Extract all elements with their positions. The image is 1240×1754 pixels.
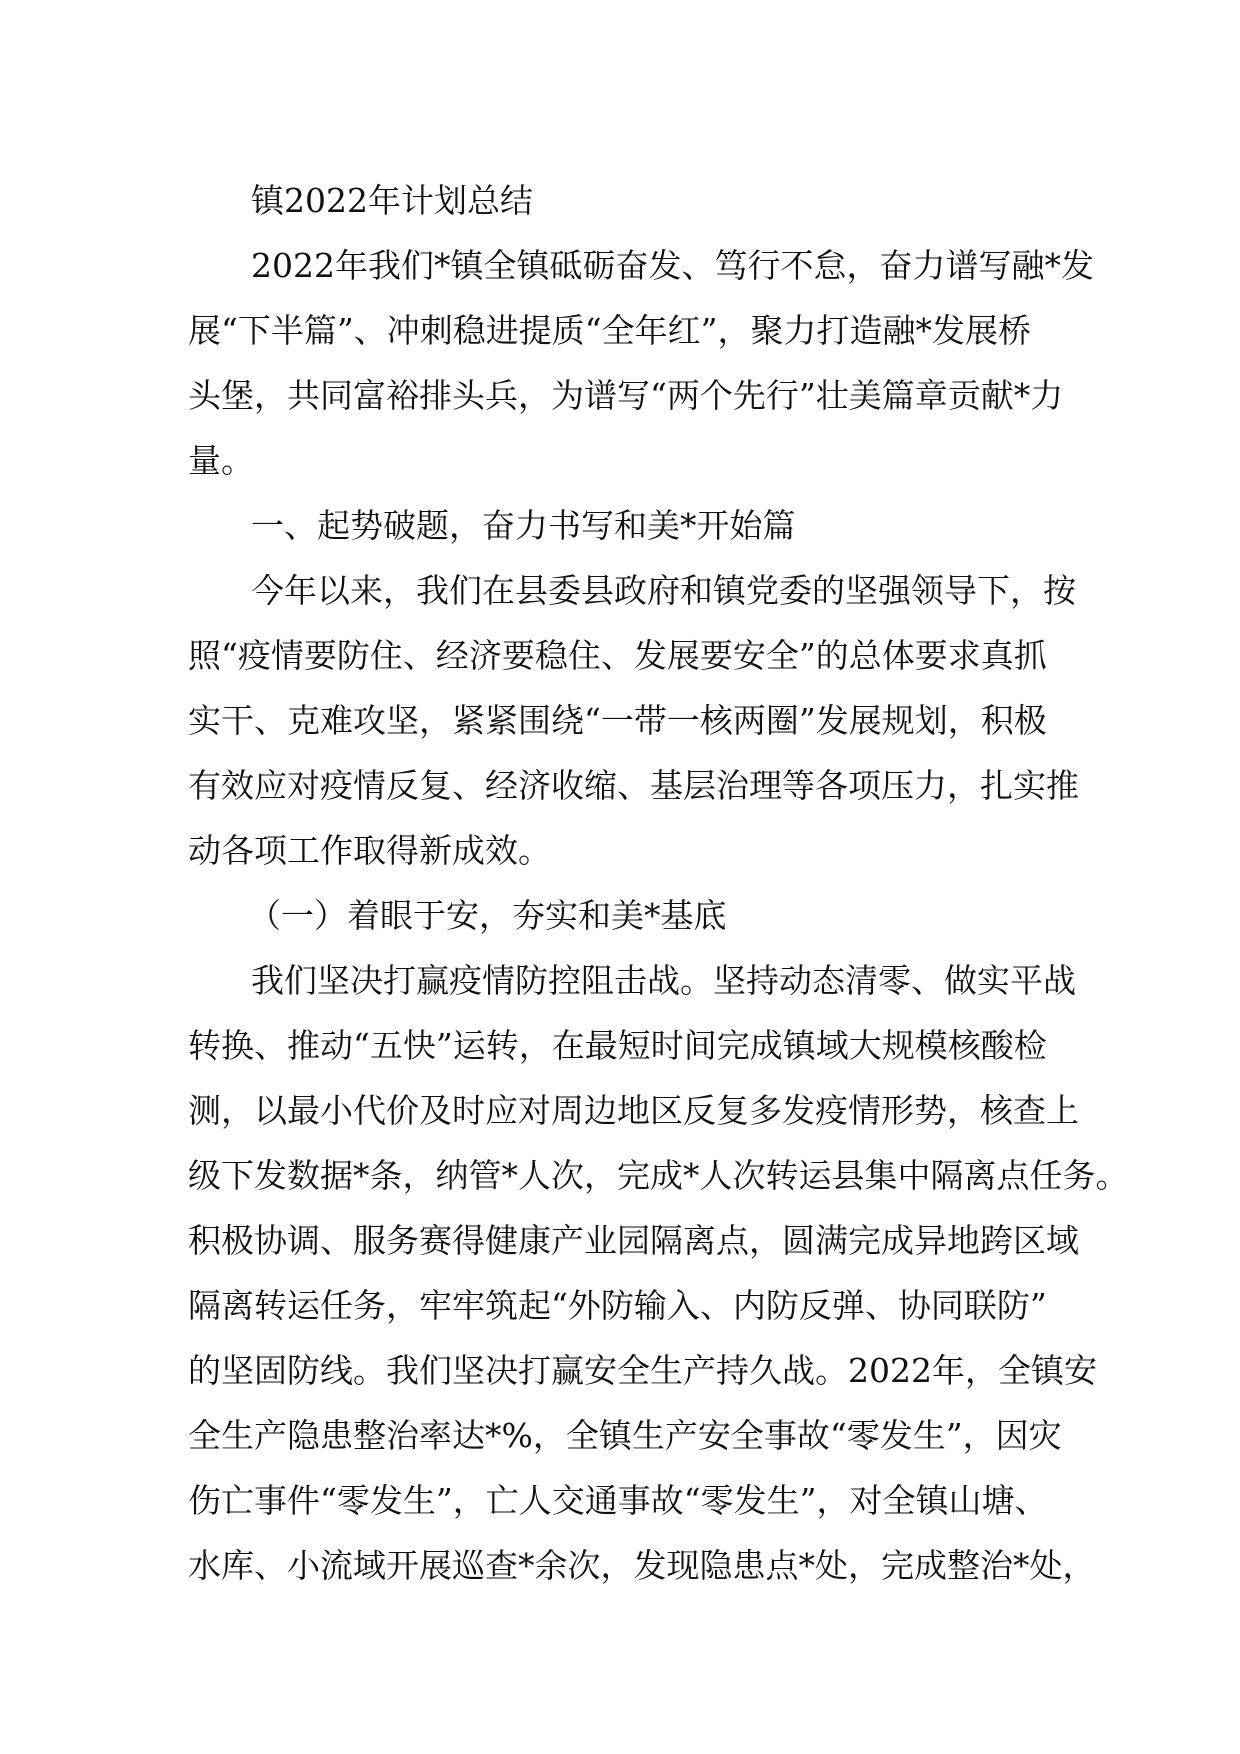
paragraph-line: 转换、推动“五快”运转，在最短时间完成镇域大规模核酸检 (188, 1026, 1047, 1065)
paragraph-line: 量。 (188, 441, 254, 480)
paragraph-line: 头堡，共同富裕排头兵，为谱写“两个先行”壮美篇章贡献*力 (188, 376, 1064, 415)
paragraph-line: 积极协调、服务赛得健康产业园隔离点，圆满完成异地跨区域 (188, 1221, 1079, 1260)
paragraph-safety (188, 948, 1129, 1598)
paragraph-intro (188, 233, 1094, 493)
paragraph-line: 今年以来，我们在县委县政府和镇党委的坚强领导下，按 (251, 571, 1076, 610)
paragraph-overview (188, 558, 1079, 883)
paragraph-line: 实干、克难攻坚，紧紧围绕“一带一核两圈”发展规划，积极 (188, 701, 1047, 740)
paragraph-line: 测，以最小代价及时应对周边地区反复多发疫情形势，核查上 (188, 1091, 1079, 1130)
paragraph-line: 级下发数据*条，纳管*人次，完成*人次转运县集中隔离点任务。 (188, 1156, 1129, 1195)
paragraph-line: 水库、小流域开展巡查*余次，发现隐患点*处，完成整治*处， (188, 1546, 1096, 1585)
paragraph-line: 我们坚决打赢疫情防控阻击战。坚持动态清零、做实平战 (251, 961, 1076, 1000)
paragraph-line: 的坚固防线。我们坚决打赢安全生产持久战。2022年，全镇安 (188, 1351, 1097, 1390)
document-title: 镇2022年计划总结 (251, 181, 533, 220)
paragraph-line: 展“下半篇”、冲刺稳进提质“全年红”，聚力打造融*发展桥 (188, 311, 1031, 350)
document-page (188, 168, 1129, 1598)
paragraph-line: 照“疫情要防住、经济要稳住、发展要安全”的总体要求真抓 (188, 636, 1047, 675)
paragraph-line: 2022年我们*镇全镇砥砺奋发、笃行不怠，奋力谱写融*发 (251, 246, 1094, 285)
paragraph-line: 全生产隐患整治率达*%，全镇生产安全事故“零发生”，因灾 (188, 1416, 1062, 1455)
paragraph-line: 伤亡事件“零发生”，亡人交通事故“零发生”，对全镇山塘、 (188, 1481, 1048, 1520)
paragraph-line: 隔离转运任务，牢牢筑起“外防输入、内防反弹、协同联防” (188, 1286, 1047, 1325)
paragraph-line: 有效应对疫情反复、经济收缩、基层治理等各项压力，扎实推 (188, 766, 1079, 805)
subsection-heading: （一）着眼于安，夯实和美*基底 (248, 896, 727, 935)
paragraph-line: 动各项工作取得新成效。 (188, 831, 551, 870)
section-heading: 一、起势破题，奋力书写和美*开始篇 (251, 506, 796, 545)
